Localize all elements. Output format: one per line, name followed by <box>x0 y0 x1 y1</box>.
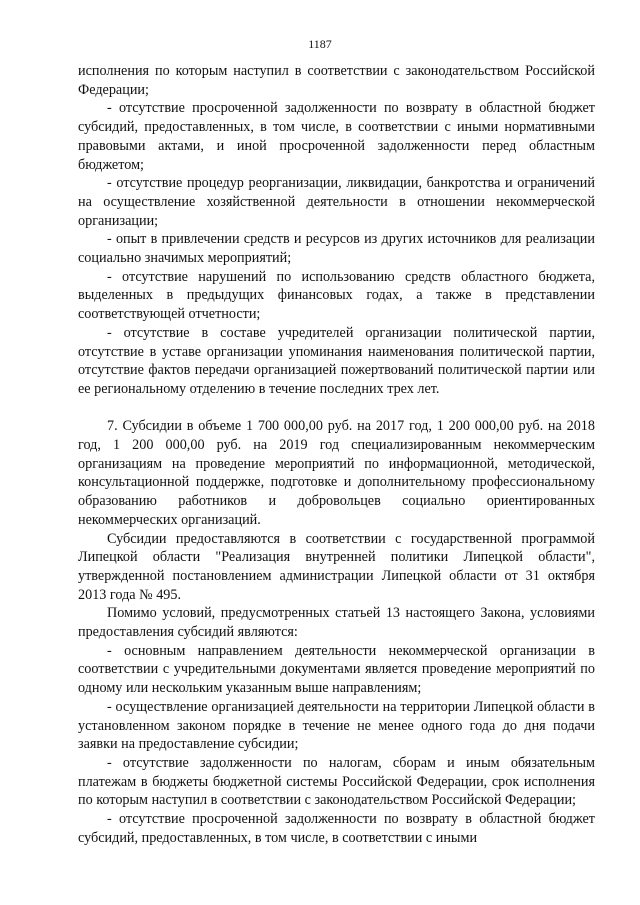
paragraph-conditions-intro: Помимо условий, предусмотренных статьей 13 настоящего Закона, условиями предоставления субсидий являются: <box>78 605 595 641</box>
paragraph-fundraising-experience: - опыт в привлечении средств и ресурсов из других источников для реализации социально значимых мероприятий; <box>78 231 595 267</box>
paragraph-item-7: 7. Субсидии в объеме 1 700 000,00 руб. на 2017 год, 1 200 000,00 руб. на 2018 год, 1 200 000,00 руб. на 2019 год специализированным некоммерческим организациям на проведение мероприятий по информационной, методической, консультационной поддержке, подготовке и дополнительному профессиональному образованию работников и добровольцев социально ориентированных некоммерческих организаций. <box>78 418 595 528</box>
document-body <box>78 62 595 848</box>
paragraph-no-overdue-debt: - отсутствие просроченной задолженности по возврату в областной бюджет субсидий, предоставленных, в том числе, в соответствии с иными нормативными правовыми актами, и иной просроченной задолженности перед областным бюджетом; <box>78 100 595 173</box>
paragraph-no-overdue-debt-2: - отсутствие просроченной задолженности по возврату в областной бюджет субсидий, предоставленных, в том числе, в соответствии с иными <box>78 811 595 846</box>
paragraph-main-activity: - основным направлением деятельности некоммерческой организации в соответствии с учредительными документами является проведение мероприятий по одному или нескольким указанным выше направлениям; <box>78 642 595 697</box>
paragraph-activity-territory: - осуществление организацией деятельности на территории Липецкой области в установленном законом порядке в течение не менее одного года до дня подачи заявки на предоставление субсидии; <box>78 698 595 753</box>
paragraph-no-political-party: - отсутствие в составе учредителей организации политической партии, отсутствие в уставе организации упоминания наименования политической партии, отсутствие фактов передачи организацией пожертвований политической партии или ее региональному отделению в течение последних трех лет. <box>78 324 595 397</box>
page-number: 1187 <box>308 37 332 51</box>
paragraph-state-program: Субсидии предоставляются в соответствии с государственной программой Липецкой области "Реализация внутренней политики Липецкой области", утвержденной постановлением администрации Липецкой области от 31 октября 2013 года № 495. <box>78 530 595 603</box>
paragraph-gap <box>78 399 595 418</box>
paragraph-no-violations: - отсутствие нарушений по использованию средств областного бюджета, выделенных в предыдущих финансовых годах, а также в представлении соответствующей отчетности; <box>78 268 595 323</box>
paragraph-continuation: исполнения по которым наступил в соответствии с законодательством Российской Федерации; <box>78 63 595 98</box>
paragraph-no-reorganization: - отсутствие процедур реорганизации, ликвидации, банкротства и ограничений на осуществление хозяйственной деятельности в отношении некоммерческой организации; <box>78 175 595 229</box>
paragraph-no-tax-debt: - отсутствие задолженности по налогам, сборам и иным обязательным платежам в бюджеты бюджетной системы Российской Федерации, срок исполнения по которым наступил в соответствии с законодательством Российской Федерации; <box>78 755 595 809</box>
